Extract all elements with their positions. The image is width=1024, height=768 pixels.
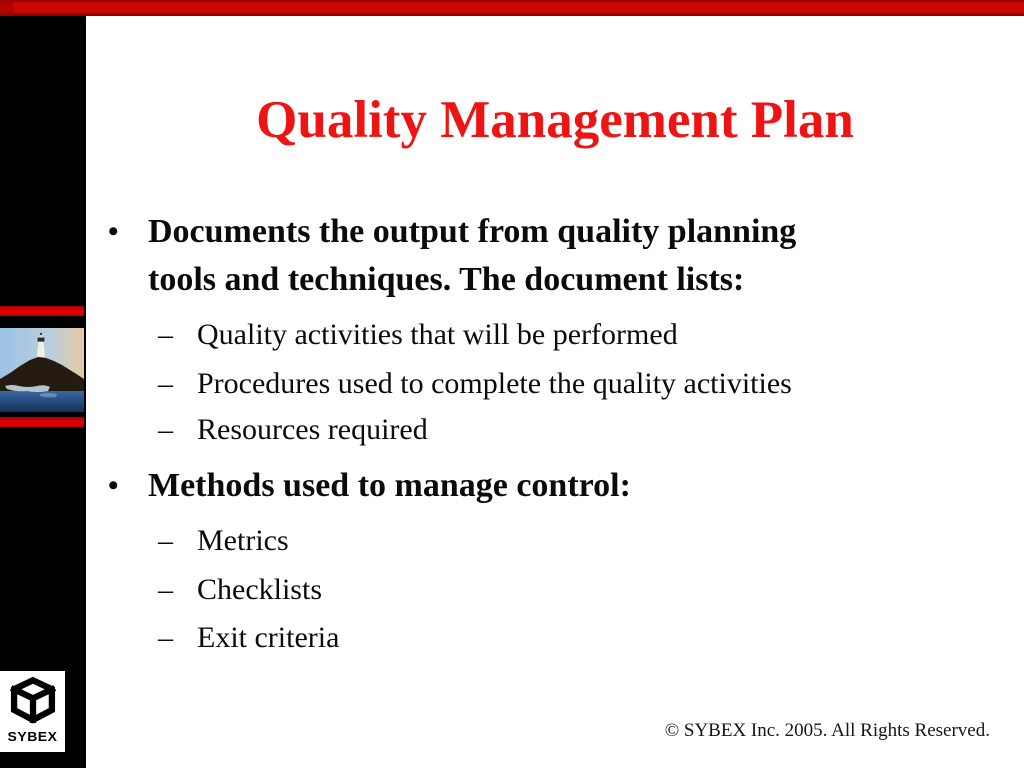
sub-bullet-item-6 [158, 616, 339, 660]
copyright-text: © SYBEX Inc. 2005. All Rights Reserved. [664, 720, 990, 741]
slide-title: Quality Management Plan [256, 91, 854, 149]
bullet-text [197, 519, 289, 563]
dash-marker: – [158, 573, 173, 606]
dash-marker: – [158, 367, 173, 400]
lighthouse-photo [0, 328, 84, 412]
bullet-line: Resources required [197, 413, 428, 446]
bullet-item-1 [108, 208, 796, 304]
bullet-text [197, 616, 339, 660]
bullet-line: Exit criteria [197, 621, 340, 654]
sub-bullet-item-5 [158, 568, 322, 612]
dash-marker: – [158, 524, 173, 557]
red-stripe-top [0, 306, 84, 316]
top-red-bar [0, 0, 1024, 16]
dash-marker: – [158, 318, 173, 351]
sybex-cube-icon [6, 674, 60, 728]
bullet-line: Metrics [197, 524, 289, 557]
left-sidebar [0, 16, 86, 768]
sub-bullet-item-2 [158, 362, 792, 406]
sub-bullet-item-4 [158, 519, 289, 563]
bullet-text [148, 208, 796, 304]
bullet-text [197, 362, 792, 406]
bullet-line: Procedures used to complete the quality activities [197, 367, 792, 400]
bullet-text [197, 313, 678, 357]
bullet-item-2 [108, 462, 631, 510]
bullet-text [197, 568, 322, 612]
bullet-line: Methods used to manage control: [148, 467, 631, 504]
sybex-logo [0, 671, 65, 752]
sub-bullet-item-3 [158, 408, 428, 452]
bullet-marker: • [108, 469, 119, 502]
bullet-text [197, 408, 428, 452]
sub-bullet-item-1 [158, 313, 678, 357]
bullet-line: tools and techniques. The document lists: [148, 261, 745, 298]
red-stripe-bottom [0, 417, 84, 427]
bullet-line: Quality activities that will be performed [197, 318, 678, 351]
top-bar-corner-shade [0, 0, 13, 16]
dash-marker: – [158, 413, 173, 446]
bullet-line: Checklists [197, 573, 322, 606]
bullet-text [148, 462, 631, 510]
bullet-line: Documents the output from quality planning [148, 213, 797, 250]
dash-marker: – [158, 621, 173, 654]
bullet-marker: • [108, 215, 119, 248]
sybex-logo-text: SYBEX [7, 728, 58, 744]
